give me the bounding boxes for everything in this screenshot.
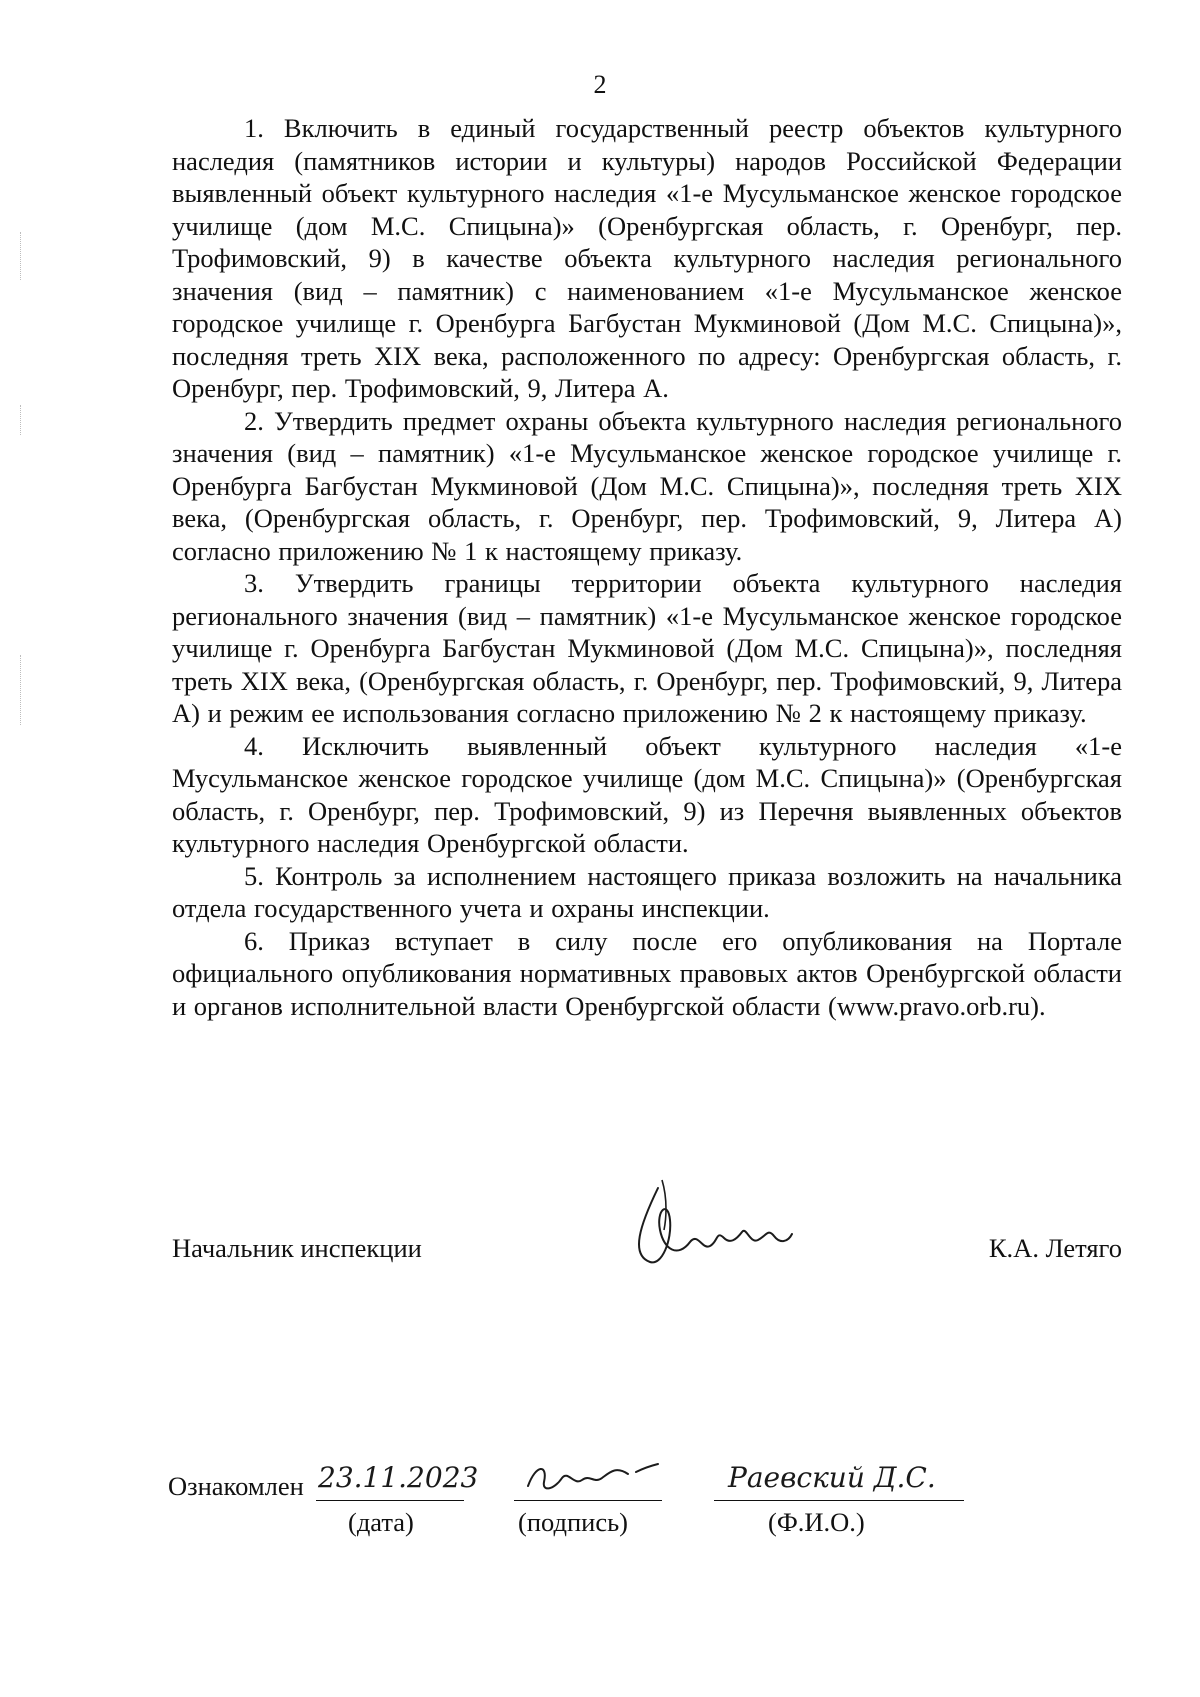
scan-artifact xyxy=(20,405,22,435)
paragraph-6: 6. Приказ вступает в силу после его опубликования на Портале официального опубликования нормативных правовых актов Оренбургской области и органов исполнительной власти Оренбургской области (www.pravo.orb.ru). xyxy=(172,925,1122,1021)
signer-name: К.А. Летяго xyxy=(988,1233,1122,1263)
signer-title: Начальник инспекции xyxy=(172,1233,422,1263)
paragraph-3: 3. Утвердить границы территории объекта культурного наследия регионального значения (вид – памятник) «1-е Мусульманское женское городское училище г. Оренбурга Багбустан Мукминовой (Дом М.С. Спицына)», последняя треть XIX века, (Оренбургская область, г. Оренбург, пер. Трофимовский, 9, Литера А) и режим ее использования согласно приложению № 2 к настоящему приказу. xyxy=(172,568,1122,728)
date-line xyxy=(316,1500,464,1501)
paragraph-1: 1. Включить в единый государственный реестр объектов культурного наследия (памятников истории и культуры) народов Российской Федерации выявленный объект культурного наследия «1-е Мусульманское женское городское училище (дом М.С. Спицына)» (Оренбургская область, г. Оренбург, пер. Трофимовский, 9) в качестве объекта культурного наследия регионального значения (вид – памятник) с наименованием «1-е Мусульманское женское городское училище г. Оренбурга Багбустан Мукминовой (Дом М.С. Спицына)», последняя треть XIX века, расположенного по адресу: Оренбургская область, г. Оренбург, пер. Трофимовский, 9, Литера А. xyxy=(172,113,1122,403)
acknowledgement-signature xyxy=(518,1456,668,1504)
acknowledgement-block xyxy=(168,1461,1068,1550)
document-body xyxy=(172,112,1122,1022)
acknowledgement-label: Ознакомлен xyxy=(168,1471,304,1501)
paragraph-4: 4. Исключить выявленный объект культурного наследия «1-е Мусульманское женское городское училище (дом М.С. Спицына)» (Оренбургская область, г. Оренбург, пер. Трофимовский, 9) из Перечня выявленных объектов культурного наследия Оренбургской области. xyxy=(172,730,1122,858)
paragraph-2: 2. Утвердить предмет охраны объекта культурного наследия регионального значения (вид – памятник) «1-е Мусульманское женское городское училище г. Оренбурга Багбустан Мукминовой (Дом М.С. Спицына)», последняя треть XIX века, (Оренбургская область, г. Оренбург, пер. Трофимовский, 9, Литера А) согласно приложению № 1 к настоящему приказу. xyxy=(172,405,1122,566)
signature-caption: (подпись) xyxy=(518,1507,629,1537)
scan-artifact xyxy=(20,655,22,725)
handwritten-name: Раевский Д.С. xyxy=(728,1461,936,1494)
date-caption: (дата) xyxy=(348,1507,414,1537)
scan-artifact xyxy=(20,232,22,280)
handwritten-date: 23.11.2023 xyxy=(318,1461,479,1494)
name-line xyxy=(714,1500,964,1501)
paragraph-5: 5. Контроль за исполнением настоящего приказа возложить на начальника отдела государственного учета и охраны инспекции. xyxy=(172,860,1122,923)
signature-block xyxy=(172,1232,1122,1272)
page-number: 2 xyxy=(593,70,607,99)
name-caption: (Ф.И.О.) xyxy=(768,1507,865,1537)
